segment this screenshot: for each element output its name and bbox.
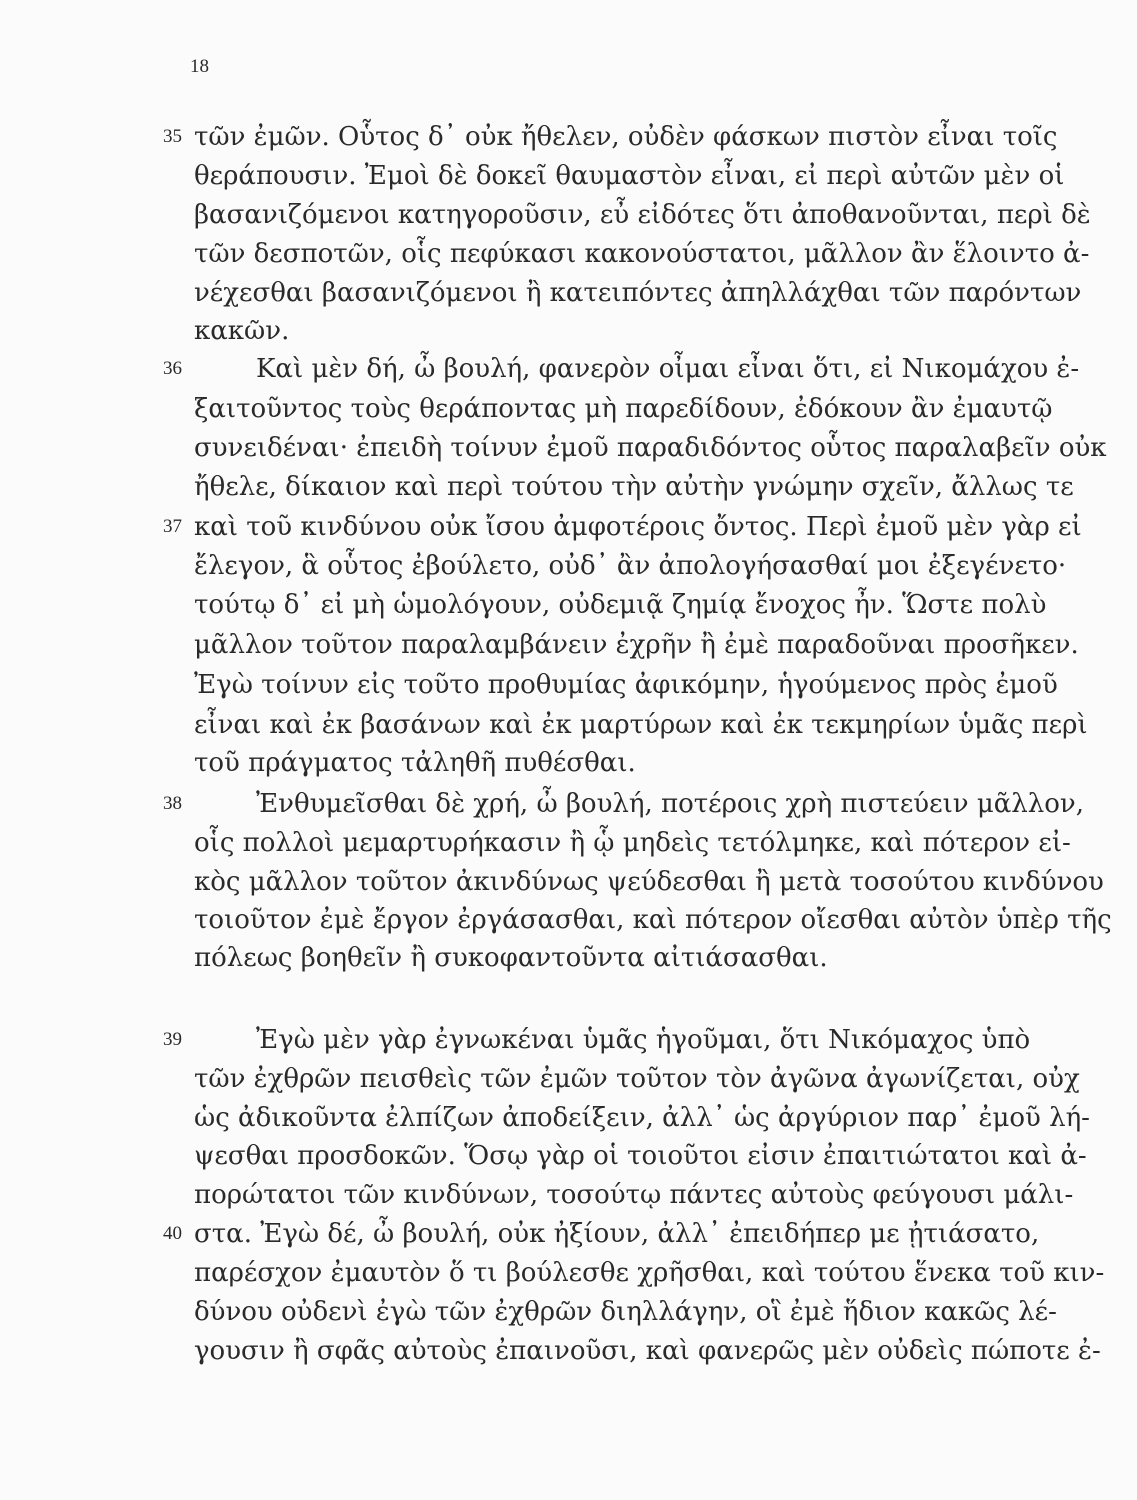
text-line: πορώτατοι τῶν κινδύνων, τοσούτῳ πάντες αὐτοὺς φεύγουσι μάλι- — [194, 1180, 1074, 1210]
section-number-38: 38 — [163, 793, 182, 814]
text-line: κακῶν. — [194, 316, 290, 346]
text-line: γουσιν ἢ σφᾶς αὐτοὺς ἐπαινοῦσι, καὶ φανερῶς μὲν οὐδεὶς πώποτε ἐ- — [194, 1336, 1101, 1366]
text-line: τῶν ἐμῶν. Οὗτος δ᾽ οὐκ ἤθελεν, οὐδὲν φάσκων πιστὸν εἶναι τοῖς — [194, 122, 1058, 152]
section-number-40: 40 — [163, 1223, 182, 1244]
text-line: παρέσχον ἐμαυτὸν ὅ τι βούλεσθε χρῆσθαι, καὶ τούτου ἕνεκα τοῦ κιν- — [194, 1258, 1105, 1288]
text-line: ξαιτοῦντος τοὺς θεράποντας μὴ παρεδίδουν, ἐδόκουν ἂν ἐμαυτῷ — [194, 394, 1053, 424]
text-line: ψεσθαι προσδοκῶν. Ὅσῳ γὰρ οἱ τοιοῦτοι εἰσιν ἐπαιτιώτατοι καὶ ἀ- — [194, 1141, 1087, 1171]
text-line: Ἐγὼ τοίνυν εἰς τοῦτο προθυμίας ἀφικόμην, ἡγούμενος πρὸς ἐμοῦ — [194, 670, 1058, 700]
text-line: ὡς ἀδικοῦντα ἐλπίζων ἀποδείξειν, ἀλλ᾽ ὡς ἀργύριον παρ᾽ ἐμοῦ λή- — [194, 1103, 1090, 1133]
text-line: Ἐγὼ μὲν γὰρ ἐγνωκέναι ὑμᾶς ἡγοῦμαι, ὅτι Νικόμαχος ὑπὸ — [256, 1025, 1031, 1055]
text-line: νέχεσθαι βασανιζόμενοι ἢ κατειπόντες ἀπηλλάχθαι τῶν παρόντων — [194, 278, 1082, 308]
text-line: Ἐνθυμεῖσθαι δὲ χρή, ὦ βουλή, ποτέροις χρὴ πιστεύειν μᾶλλον, — [256, 789, 1084, 819]
text-line: Καὶ μὲν δή, ὦ βουλή, φανερὸν οἶμαι εἶναι ὅτι, εἰ Νικομάχου ἐ- — [256, 354, 1080, 384]
page-number: 18 — [190, 56, 209, 77]
section-number-37: 37 — [163, 516, 182, 537]
text-line: οἷς πολλοὶ μεμαρτυρήκασιν ἢ ᾧ μηδεὶς τετόλμηκε, καὶ πότερον εἰ- — [194, 828, 1071, 858]
text-line: τῶν ἐχθρῶν πεισθεὶς τῶν ἐμῶν τοῦτον τὸν ἀγῶνα ἀγωνίζεται, οὐχ — [194, 1064, 1080, 1094]
text-line: ἔλεγον, ἃ οὗτος ἐβούλετο, οὐδ᾽ ἂν ἀπολογήσασθαί μοι ἐξεγένετο· — [194, 551, 1067, 581]
text-line: συνειδέναι· ἐπειδὴ τοίνυν ἐμοῦ παραδιδόντος οὗτος παραλαβεῖν οὐκ — [194, 433, 1107, 463]
text-line: θεράπουσιν. Ἐμοὶ δὲ δοκεῖ θαυμαστὸν εἶναι, εἰ περὶ αὐτῶν μὲν οἱ — [194, 161, 1065, 191]
text-line: μᾶλλον τοῦτον παραλαμβάνειν ἐχρῆν ἢ ἐμὲ παραδοῦναι προσῆκεν. — [194, 630, 1079, 660]
text-line: εἶναι καὶ ἐκ βασάνων καὶ ἐκ μαρτύρων καὶ ἐκ τεκμηρίων ὑμᾶς περὶ — [194, 710, 1088, 740]
text-line: τοῦ πράγματος τἀληθῆ πυθέσθαι. — [194, 748, 636, 778]
section-number-35: 35 — [163, 126, 182, 147]
text-line: βασανιζόμενοι κατηγοροῦσιν, εὖ εἰδότες ὅτι ἀποθανοῦνται, περὶ δὲ — [194, 200, 1091, 230]
text-line: κὸς μᾶλλον τοῦτον ἀκινδύνως ψεύδεσθαι ἢ μετὰ τοσούτου κινδύνου — [194, 867, 1104, 897]
section-number-36: 36 — [163, 358, 182, 379]
text-line: στα. Ἐγὼ δέ, ὦ βουλή, οὐκ ἠξίουν, ἀλλ᾽ ἐπειδήπερ με ᾐτιάσατο, — [194, 1219, 1040, 1249]
text-line: τοιοῦτον ἐμὲ ἔργον ἐργάσασθαι, καὶ πότερον οἴεσθαι αὐτὸν ὑπὲρ τῆς — [194, 905, 1112, 935]
text-line: ἤθελε, δίκαιον καὶ περὶ τούτου τὴν αὐτὴν γνώμην σχεῖν, ἄλλως τε — [194, 472, 1074, 502]
text-line: τούτῳ δ᾽ εἰ μὴ ὡμολόγουν, οὐδεμιᾷ ζημίᾳ ἔνοχος ἦν. Ὥστε πολὺ — [194, 590, 1047, 620]
text-line: τῶν δεσποτῶν, οἷς πεφύκασι κακονούστατοι, μᾶλλον ἂν ἕλοιντο ἀ- — [194, 239, 1090, 269]
text-line: καὶ τοῦ κινδύνου οὐκ ἴσου ἀμφοτέροις ὄντος. Περὶ ἐμοῦ μὲν γὰρ εἰ — [194, 512, 1082, 542]
section-number-39: 39 — [163, 1029, 182, 1050]
text-line: δύνου οὐδενὶ ἐγὼ τῶν ἐχθρῶν διηλλάγην, οἳ ἐμὲ ἥδιον κακῶς λέ- — [194, 1297, 1057, 1327]
text-line: πόλεως βοηθεῖν ἢ συκοφαντοῦντα αἰτιάσασθαι. — [194, 943, 828, 973]
